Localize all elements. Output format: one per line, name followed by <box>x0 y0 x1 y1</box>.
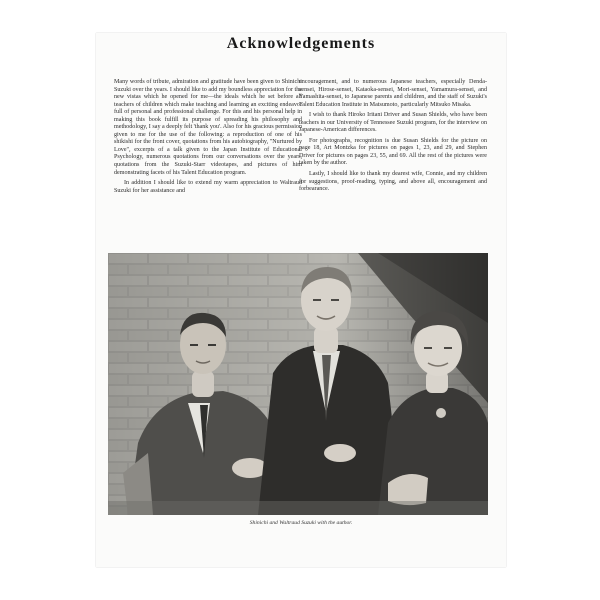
paragraph: I wish to thank Hiroko Iritani Driver and Susan Shields, who have been teachers in our University of Tennessee Suzuki program, for the interview on Japanese-American differences. <box>299 112 487 134</box>
book-page <box>96 33 506 567</box>
paragraph: Many words of tribute, admiration and gratitude have been given to Shinichi Suzuki over the years. I should like to add my boundless appreciation for the new vistas which he opened for me—the ideals which he set before all teachers of children which make teaching and learning an exciting endeavor full of personal and professional challenge. For this and his personal help in making this book fulfill its purpose of spreading his philosophy and methodology, I say a deeply felt 'thank you'. Also for his gracious permission given to me for the use of the following: a reproduction of one of his shikishi for the front cover, quotations from his autobiography, "Nurtured by Love", excerpts of a talk given to the Japan Institute of Educational Psychology, numerous quotations from our conversations over the years, quotations from the Suzuki-Starr videotapes, and pictures of him demonstrating facets of his Talent Education program. <box>114 79 302 176</box>
photograph <box>108 253 488 515</box>
left-column <box>114 79 302 198</box>
paragraph: Lastly, I should like to thank my dearest wife, Connie, and my children for suggestions, proof-reading, typing, and above all, encouragement and forbearance. <box>299 171 487 193</box>
right-column <box>299 79 487 197</box>
page-title: Acknowledgements <box>226 35 376 52</box>
photo-caption: Shinichi and Waltraud Suzuki with the author. <box>249 520 353 526</box>
paragraph: For photographs, recognition is due Susan Shields for the picture on page 18, Art Montzka for pictures on pages 1, 23, and 29, and Stephen Driver for pictures on pages 23, 55, and 69. All the rest of the pictures were taken by the author. <box>299 137 487 167</box>
paragraph: In addition I should like to extend my warm appreciation to Waltraud Suzuki for her assistance and <box>114 180 302 194</box>
paragraph: encouragement, and to numerous Japanese teachers, especially Denda-sensei, Hirose-sensei, Kataoka-sensei, Mori-sensei, Yamamura-sensei, and Yamashita-sensei, to Japanese parents and children, and the staff of Suzuki's Talent Education Institute in Matsumoto, particularly Mitsuko Misaka. <box>299 79 487 108</box>
photograph-illustration <box>108 253 488 515</box>
